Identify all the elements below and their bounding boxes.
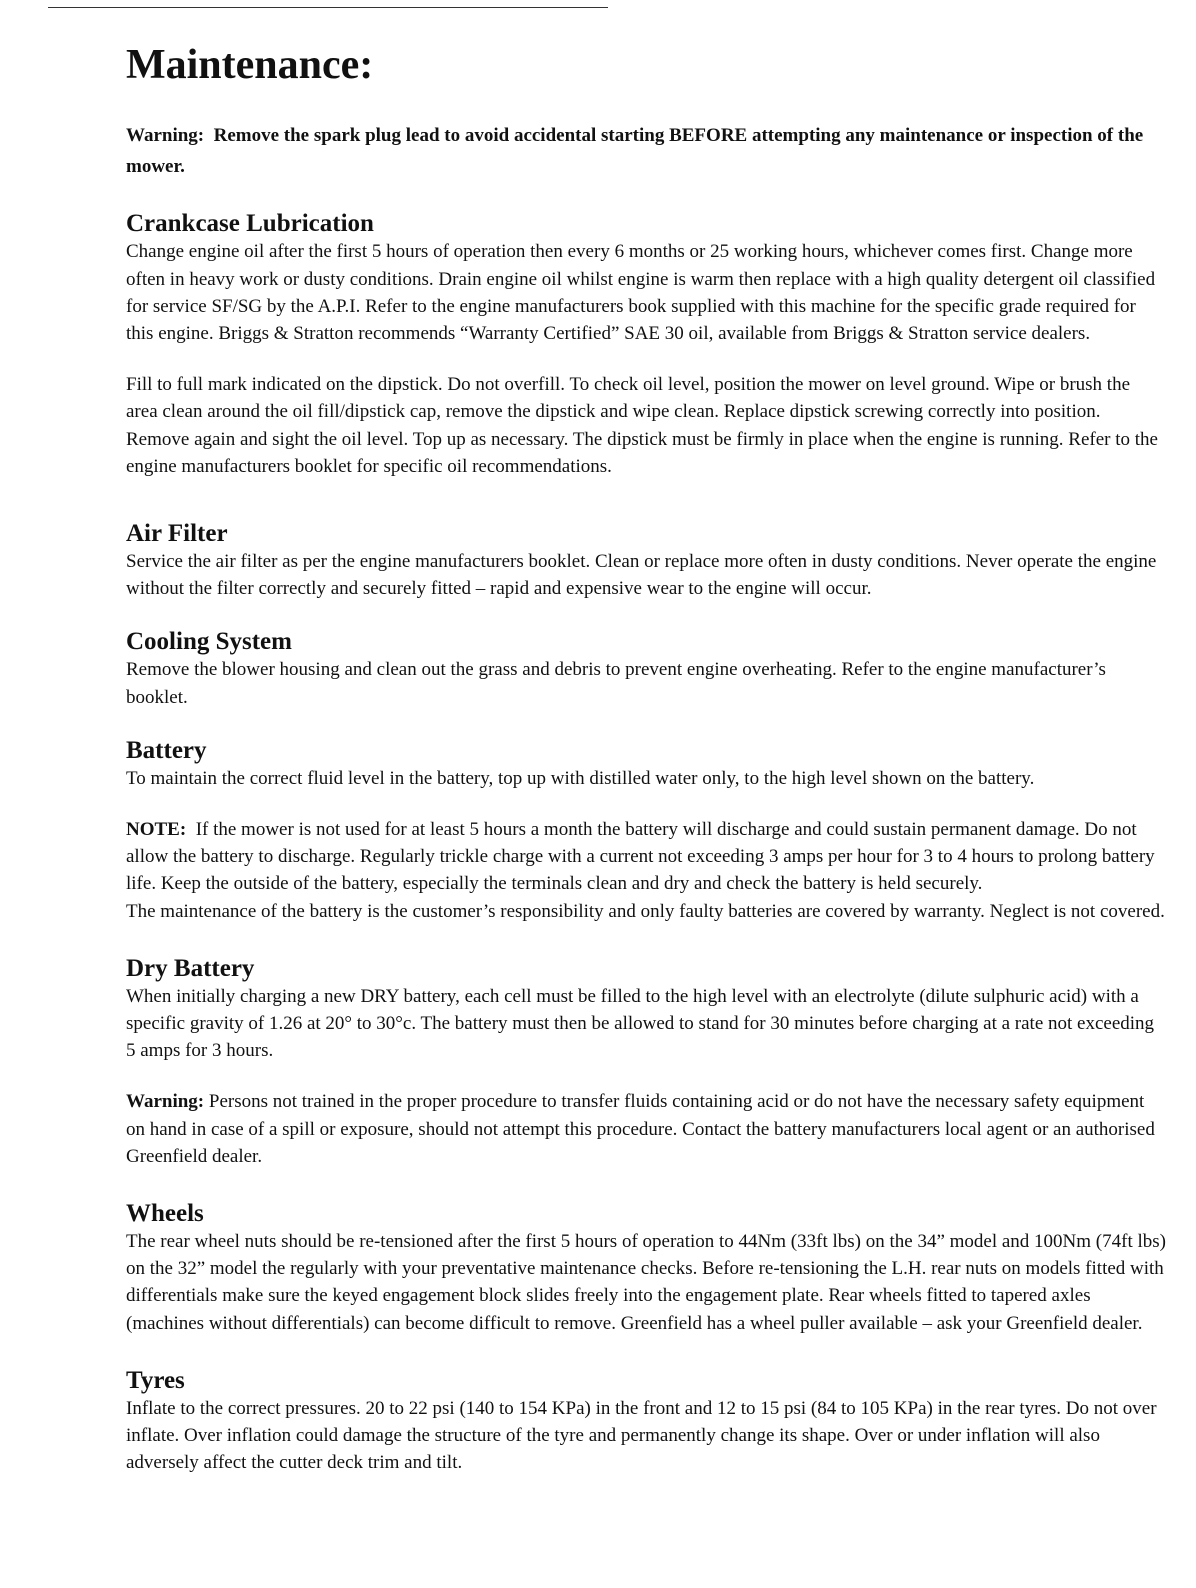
- battery-paragraph-1: To maintain the correct fluid level in the battery, top up with distilled water only, to the high level shown on the battery.: [126, 767, 1035, 789]
- dry-battery-paragraph-1: When initially charging a new DRY battery, each cell must be filled to the high level with an electrolyte (dilute sulphuric acid) with a specific gravity of 1.26 at 20° to 30°c. The battery must then be allowed to stand for 30 minutes before charging at a rate not exceeding 5 amps for 3 hours.: [126, 985, 1155, 1062]
- top-warning-label: Warning:: [126, 125, 205, 147]
- section-heading-dry-battery: Dry Battery: [126, 954, 255, 982]
- wheels-paragraph: The rear wheel nuts should be re-tensioned after the first 5 hours of operation to 44Nm (33ft lbs) on the 34” model and 100Nm (74ft lbs) on the 32” model the regularly with your preventative maintenance checks. Before re-tensioning the L.H. rear nuts on models fitted with differentials make sure the keyed engagement block slides freely into the engagement plate. Rear wheels fitted to tapered axles (machines without differentials) can become difficult to remove. Greenfield has a wheel puller available – ask your Greenfield dealer.: [126, 1231, 1166, 1334]
- section-heading-crankcase: Crankcase Lubrication: [126, 210, 374, 238]
- tyres-paragraph: Inflate to the correct pressures. 20 to 22 psi (140 to 154 KPa) in the front and 12 to 15 psi (84 to 105 KPa) in the rear tyres. Do not over inflate. Over inflation could damage the structure of the tyre and permanently change its shape. Over or under inflation will also adversely affect the cutter deck trim and tilt.: [126, 1397, 1157, 1474]
- top-warning: [126, 120, 1166, 182]
- section-heading-cooling: Cooling System: [126, 628, 292, 656]
- cooling-paragraph: Remove the blower housing and clean out the grass and debris to prevent engine overheating. Refer to the engine manufacturer’s booklet.: [126, 659, 1106, 708]
- top-warning-text: Remove the spark plug lead to avoid accidental starting BEFORE attempting any maintenance or inspection of the mower.: [126, 125, 1144, 178]
- page-title: Maintenance:: [126, 42, 374, 88]
- dry-battery-warning: [126, 1088, 1166, 1170]
- dry-battery-warning-label: Warning:: [126, 1091, 205, 1113]
- top-rule: [48, 7, 608, 8]
- section-crankcase: [126, 210, 1166, 480]
- section-heading-tyres: Tyres: [126, 1366, 185, 1394]
- section-heading-wheels: Wheels: [126, 1200, 204, 1228]
- dry-battery-warning-text: Persons not trained in the proper procedure to transfer fluids containing acid or do not have the necessary safety equipment on hand in case of a spill or exposure, should not attempt this procedure. Contact the battery manufacturers local agent or an authorised Greenfield dealer.: [126, 1091, 1155, 1167]
- section-cooling: [126, 628, 1166, 710]
- section-heading-battery: Battery: [126, 736, 207, 764]
- section-battery: [126, 737, 1166, 925]
- battery-note-label: NOTE:: [126, 819, 187, 841]
- document-page: [126, 40, 1166, 1502]
- section-tyres: [126, 1367, 1166, 1477]
- crankcase-paragraph-1: Change engine oil after the first 5 hours of operation then every 6 months or 25 working hours, whichever comes first. Change more often in heavy work or dusty conditions. Drain engine oil whilst engine is warm then replace with a high quality detergent oil classified for service SF/SG by the A.P.I. Refer to the engine manufacturers book supplied with this machine for the specific grade required for this engine. Briggs & Stratton recommends “Warranty Certified” SAE 30 oil, available from Briggs & Stratton service dealers.: [126, 241, 1156, 344]
- section-air-filter: [126, 520, 1166, 602]
- section-dry-battery: [126, 955, 1166, 1170]
- battery-note: [126, 816, 1166, 898]
- section-heading-air-filter: Air Filter: [126, 520, 228, 548]
- crankcase-paragraph-2: Fill to full mark indicated on the dipstick. Do not overfill. To check oil level, position the mower on level ground. Wipe or brush the area clean around the oil fill/dipstick cap, remove the dipstick and wipe clean. Replace dipstick screwing correctly into position. Remove again and sight the oil level. Top up as necessary. The dipstick must be firmly in place when the engine is running. Refer to the engine manufacturers booklet for specific oil recommendations.: [126, 374, 1158, 477]
- battery-paragraph-3: The maintenance of the battery is the customer’s responsibility and only faulty batteries are covered by warranty. Neglect is not covered.: [126, 900, 1165, 922]
- battery-note-text: If the mower is not used for at least 5 hours a month the battery will discharge and could sustain permanent damage. Do not allow the battery to discharge. Regularly trickle charge with a current not exceeding 3 amps per hour for 3 to 4 hours to prolong battery life. Keep the outside of the battery, especially the terminals clean and dry and check the battery is held securely.: [126, 819, 1155, 895]
- air-filter-paragraph: Service the air filter as per the engine manufacturers booklet. Clean or replace more often in dusty conditions. Never operate the engine without the filter correctly and securely fitted – rapid and expensive wear to the engine will occur.: [126, 551, 1157, 600]
- section-wheels: [126, 1200, 1166, 1337]
